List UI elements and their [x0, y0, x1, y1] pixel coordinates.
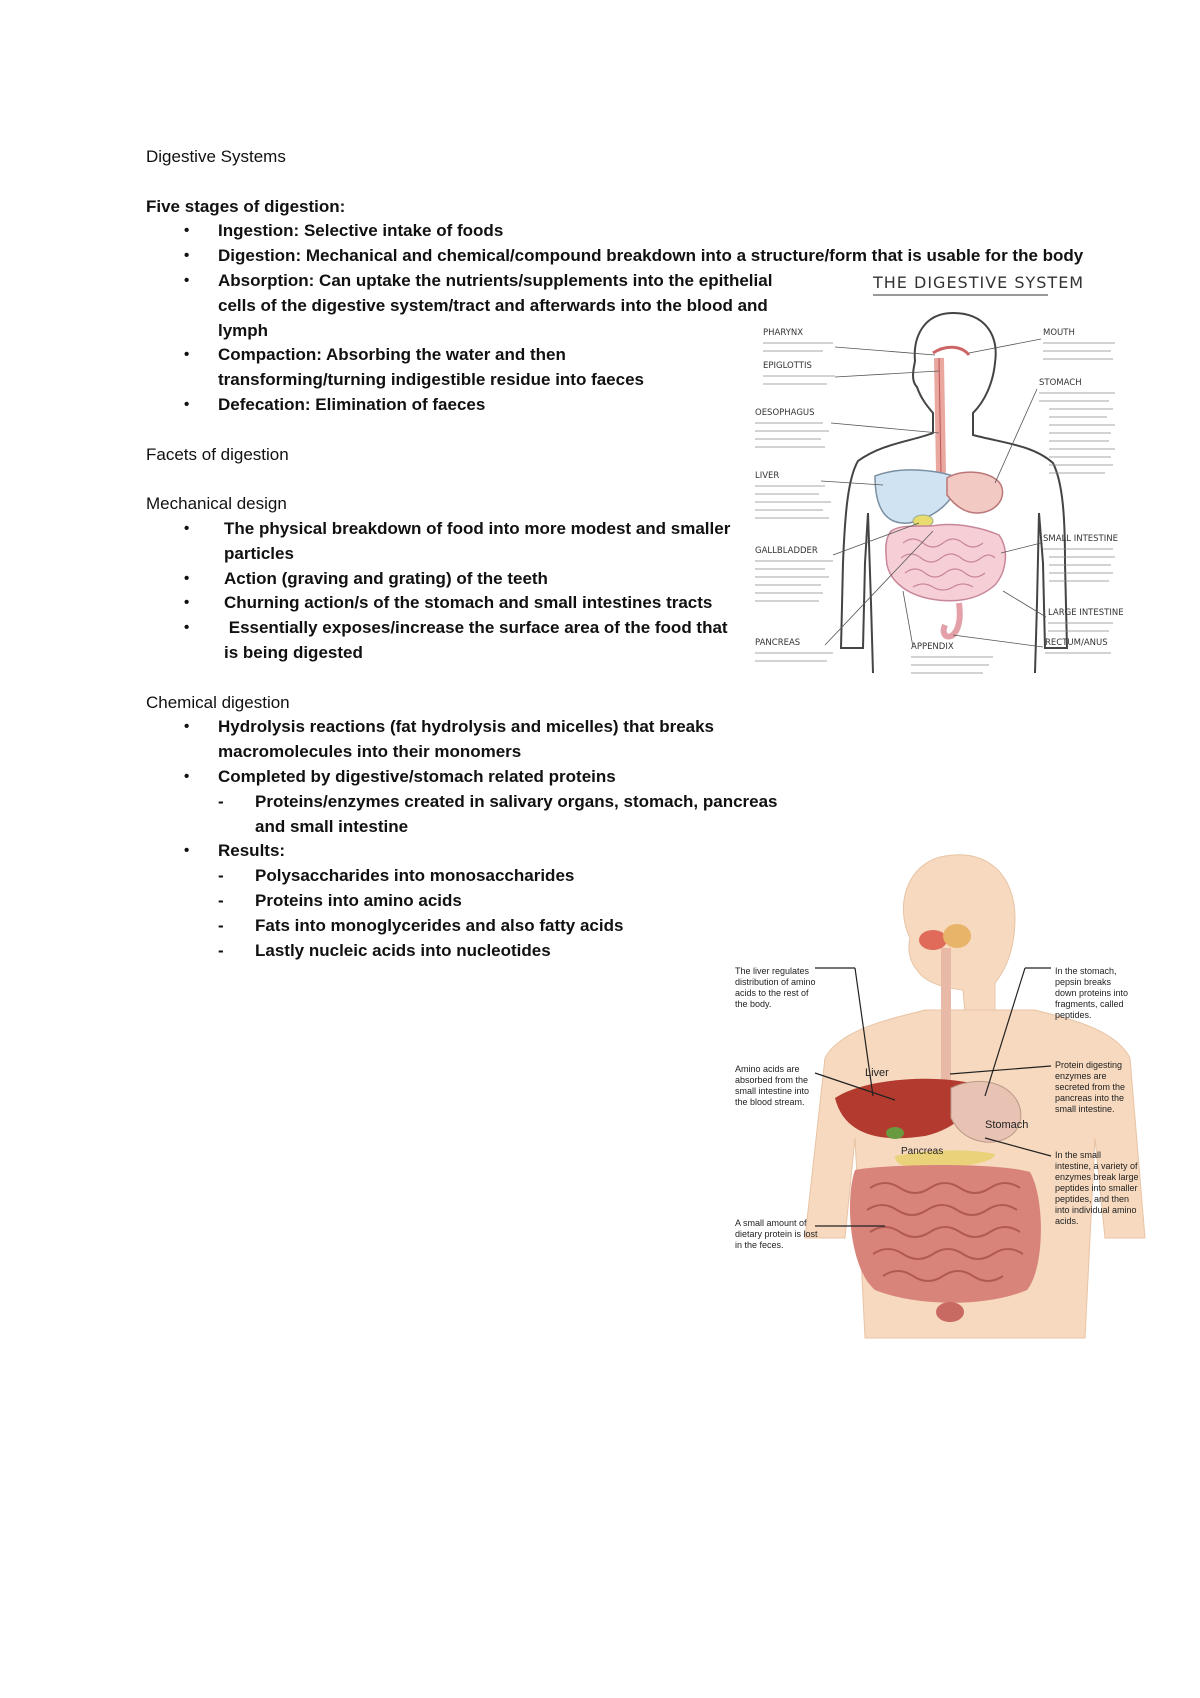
organ-label-stomach: Stomach — [985, 1119, 1029, 1131]
organ-label-liver: Liver — [865, 1067, 889, 1079]
list-item: - Fats into monoglycerides and also fatty acids — [146, 914, 1196, 939]
dash-marker: - — [218, 890, 224, 910]
list-item: • Results: — [146, 839, 1196, 864]
dash-marker: - — [218, 940, 224, 960]
caption-liver: The liver regulates distribution of amino acids to the rest of the body. — [735, 966, 816, 1009]
sketch-title: THE DIGESTIVE SYSTEM — [873, 273, 1085, 292]
label-mouth: MOUTH — [1043, 328, 1075, 338]
list-item: • Defecation: Elimination of faeces — [146, 393, 1196, 418]
dash-marker: - — [218, 791, 224, 811]
list-item: • Compaction: Absorbing the water and then transforming/turning indigestible residue into faeces — [184, 345, 645, 390]
bullet-marker: • — [184, 395, 190, 413]
label-stomach: STOMACH — [1039, 378, 1082, 388]
bullet-marker: • — [184, 271, 190, 289]
list-item: • The physical breakdown of food into more modest and smaller particles — [184, 518, 731, 563]
caption-small-intestine: In the small intestine, a variety of enzymes break large peptides into smaller peptides, and then into individual amino acids. — [1055, 1150, 1139, 1226]
label-gallbladder: GALLBLADDER — [755, 546, 818, 556]
list-item: • Completed by digestive/stomach related proteins — [146, 765, 1196, 790]
label-small-intestine: SMALL INTESTINE — [1043, 534, 1118, 544]
caption-stomach: In the stomach, pepsin breaks down proteins into fragments, called peptides. — [1055, 966, 1129, 1020]
bullet-marker: • — [184, 222, 190, 240]
bullet-marker: • — [184, 247, 190, 265]
list-item: • Ingestion: Selective intake of foods — [146, 219, 1196, 244]
list-item: • Absorption: Can uptake the nutrients/supplements into the epithelial cells of the digestive system/tract and afterwards into the blood and lymph — [184, 270, 773, 340]
caption-pancreas: Protein digesting enzymes are secreted from the pancreas into the small intestine. — [1055, 1060, 1126, 1114]
stages-heading: Five stages of digestion: — [146, 196, 346, 216]
bullet-marker: • — [184, 718, 190, 736]
chemical-heading: Chemical digestion — [146, 692, 290, 712]
bullet-marker: • — [184, 842, 190, 860]
bullet-marker: • — [184, 619, 190, 637]
facets-heading: Facets of digestion — [146, 444, 289, 464]
mechanical-heading: Mechanical design — [146, 494, 287, 514]
doc-title: Digestive Systems — [146, 147, 286, 166]
label-large-intestine: LARGE INTESTINE — [1048, 608, 1124, 618]
label-rectum: RECTUM/ANUS — [1045, 638, 1108, 648]
list-item: - Proteins into amino acids — [146, 889, 1196, 914]
organ-label-pancreas: Pancreas — [901, 1146, 944, 1157]
label-liver: LIVER — [755, 471, 780, 481]
list-item: - Lastly nucleic acids into nucleotides — [146, 939, 1196, 964]
caption-dietary-protein: A small amount of dietary protein is lost in the feces. — [735, 1218, 818, 1250]
list-item: - Polysaccharides into monosaccharides — [146, 864, 1196, 889]
caption-amino-acids: Amino acids are absorbed from the small intestine into the blood stream. — [735, 1064, 810, 1107]
list-item: • Action (graving and grating) of the teeth — [146, 567, 1196, 592]
bullet-marker: • — [184, 767, 190, 785]
bullet-marker: • — [184, 594, 190, 612]
protein-digestion-illustration — [735, 838, 1177, 1338]
list-item: • Digestion: Mechanical and chemical/compound breakdown into a structure/form that is usable for the body — [146, 244, 1138, 269]
digestive-system-sketch — [755, 273, 1175, 743]
dash-marker: - — [218, 866, 224, 886]
dash-marker: - — [218, 915, 224, 935]
list-item: • Hydrolysis reactions (fat hydrolysis and micelles) that breaks macromolecules into their monomers — [184, 717, 715, 762]
list-item: - Proteins/enzymes created in salivary organs, stomach, pancreas and small intestine — [218, 791, 778, 836]
bullet-marker: • — [184, 346, 190, 364]
label-oesophagus: OESOPHAGUS — [755, 408, 815, 418]
label-appendix: APPENDIX — [911, 642, 954, 652]
label-epiglottis: EPIGLOTTIS — [763, 361, 812, 371]
label-pharynx: PHARYNX — [763, 328, 804, 338]
list-item: • Churning action/s of the stomach and small intestines tracts — [146, 591, 1196, 616]
bullet-marker: • — [184, 519, 190, 537]
list-item: • Essentially exposes/increase the surface area of the food that is being digested — [184, 618, 733, 662]
bullet-marker: • — [184, 569, 190, 587]
label-pancreas: PANCREAS — [755, 638, 801, 648]
